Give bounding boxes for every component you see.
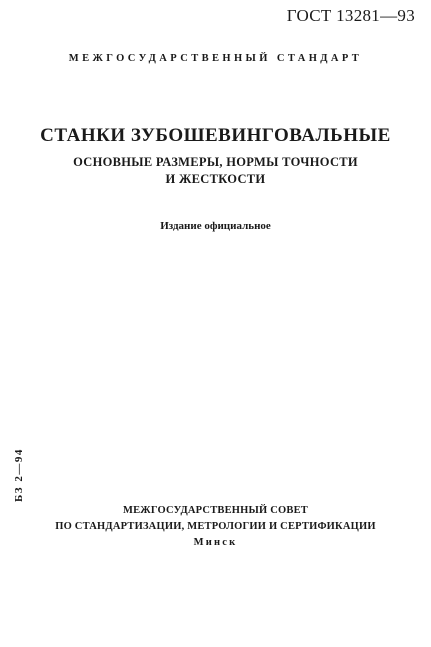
publisher-line-2: ПО СТАНДАРТИЗАЦИИ, МЕТРОЛОГИИ И СЕРТИФИКАЦИИ [55, 521, 376, 532]
edition-note: Издание официальное [160, 220, 271, 232]
publisher-line-1: МЕЖГОСУДАРСТВЕННЫЙ СОВЕТ [122, 505, 309, 516]
publisher-block [0, 503, 431, 551]
standard-number: ГОСТ 13281—93 [286, 6, 415, 25]
subtitle-line-1: ОСНОВНЫЕ РАЗМЕРЫ, НОРМЫ ТОЧНОСТИ [73, 155, 358, 169]
document-title: СТАНКИ ЗУБОШЕВИНГОВАЛЬНЫЕ [40, 125, 391, 146]
document-category: МЕЖГОСУДАРСТВЕННЫЙ СТАНДАРТ [68, 53, 363, 64]
document-subtitle [0, 154, 431, 188]
publisher-city: Минск [193, 537, 238, 548]
side-code: БЗ 2—94 [13, 448, 25, 502]
subtitle-line-2: И ЖЕСТКОСТИ [165, 172, 266, 186]
